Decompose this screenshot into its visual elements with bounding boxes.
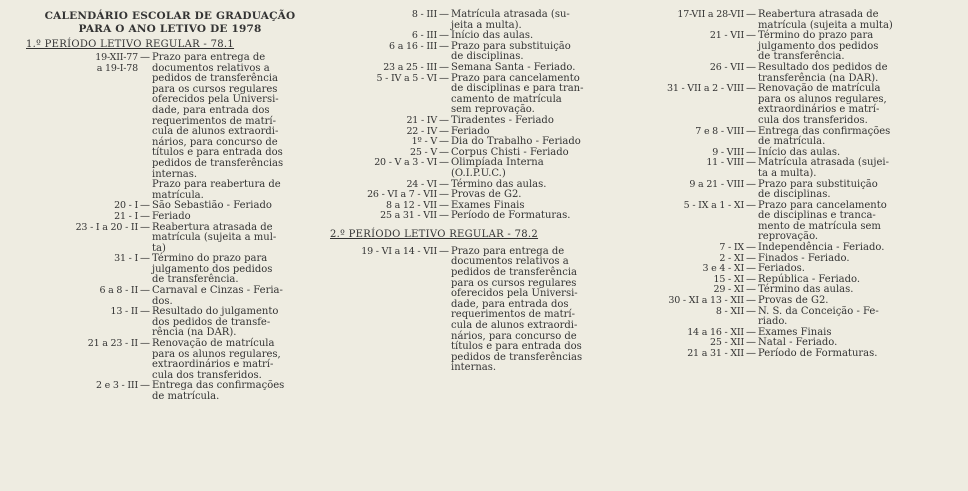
entry-text: Término das aulas. <box>758 284 854 296</box>
calendar-entry <box>330 63 630 74</box>
entry-dash: — <box>746 30 756 42</box>
entry-dash: — <box>140 221 150 233</box>
entry-dash: — <box>439 199 449 211</box>
calendar-entry <box>20 339 320 381</box>
entry-date: 26 - VII <box>709 61 744 73</box>
entry-dash: — <box>439 178 449 190</box>
entry-date: 19-XII-77 a 19-I-78 <box>95 52 138 74</box>
entry-date: 9 - VIII <box>712 146 744 158</box>
entry-text: Prazo para cancelamento de disciplinas e para tran- camento de matrícula sem reprovação. <box>451 72 584 116</box>
calendar-entry <box>640 31 950 63</box>
entry-date: 6 a 16 - III <box>389 40 437 52</box>
entry-text: Resultado do julgamento dos pedidos de transfe- rência (na DAR). <box>152 306 279 339</box>
column-3 <box>640 10 950 360</box>
period-2-title: 2.º PERÍODO LETIVO REGULAR - 78.2 <box>330 228 539 240</box>
entry-text: Renovação de matrícula para os alunos regulares, extraordinários e matrí- cula dos transferidos. <box>758 83 887 126</box>
entry-date: 2 - XI <box>719 252 744 264</box>
entry-dash: — <box>439 210 449 222</box>
entry-dash: — <box>140 200 150 212</box>
entry-date: 7 - IX <box>719 242 744 254</box>
entry-text: Feriados. <box>758 263 805 275</box>
entry-text: Matrícula atrasada (sujei- ta a multa). <box>758 157 890 179</box>
calendar-entry <box>640 84 950 126</box>
entry-date: 21 - VII <box>709 30 744 42</box>
entry-date: 25 - V <box>410 146 437 158</box>
entry-text: Período de Formaturas. <box>758 348 878 359</box>
entry-date: 22 - IV <box>406 125 437 137</box>
entry-dash: — <box>439 40 449 52</box>
entry-dash: — <box>439 189 449 201</box>
entry-dash: — <box>439 61 449 73</box>
entry-date: 30 - XI a 13 - XII <box>668 295 744 307</box>
calendar-entry <box>330 158 630 179</box>
entry-dash: — <box>439 30 449 42</box>
entry-date: 21 - IV <box>406 114 437 126</box>
column-2 <box>330 10 630 374</box>
calendar-entry <box>20 212 320 223</box>
entry-dash: — <box>746 263 756 275</box>
entry-dash: — <box>746 295 756 307</box>
calendar-entry <box>330 247 630 374</box>
calendar-entry <box>640 201 950 243</box>
entry-date: 7 e 8 - VIII <box>695 125 744 137</box>
entry-text: Tiradentes - Feriado <box>451 114 554 126</box>
entry-date: 21 a 23 - II <box>87 338 138 350</box>
entry-dash: — <box>746 83 756 95</box>
entry-dash: — <box>746 337 756 349</box>
entry-date: 25 - XII <box>709 337 744 349</box>
entry-text: Olimpíada Interna (O.I.P.U.C.) <box>451 157 544 179</box>
entry-date: 5 - IX a 1 - XI <box>683 199 744 211</box>
entry-date: 13 - II <box>110 306 138 318</box>
entry-dash: — <box>140 380 150 392</box>
entry-date: 23 - I a 20 - II <box>75 221 138 233</box>
entry-date: 15 - XI <box>713 273 744 285</box>
calendar-entry <box>20 286 320 307</box>
entry-dash: — <box>746 284 756 296</box>
entry-date: 8 - III <box>411 9 437 20</box>
entry-date: 11 - VIII <box>706 157 744 169</box>
document-title-line-1: CALENDÁRIO ESCOLAR DE GRADUAÇÃO <box>44 10 296 22</box>
calendar-entry <box>20 254 320 286</box>
entry-text: Reabertura atrasada de matrícula (sujeita a mul- ta) <box>152 221 277 254</box>
entry-text: Início das aulas. <box>758 146 841 158</box>
entry-text: República - Feriado. <box>758 273 861 285</box>
entry-dash: — <box>746 252 756 264</box>
entry-dash: — <box>140 338 150 350</box>
entry-date: 25 a 31 - VII <box>380 210 437 222</box>
entry-date: 6 a 8 - II <box>99 285 138 297</box>
entry-dash: — <box>746 157 756 169</box>
calendar-entry <box>20 53 320 201</box>
entry-dash: — <box>439 114 449 126</box>
calendar-entry <box>640 349 950 360</box>
entry-text: Carnaval e Cinzas - Feria- dos. <box>152 285 283 307</box>
entry-text: Provas de G2. <box>758 295 829 307</box>
calendar-entry <box>330 116 630 127</box>
entry-text: Entrega das confirmações de matrícula. <box>758 125 891 148</box>
entry-date: 31 - VII a 2 - VIII <box>666 83 744 95</box>
entry-text: Provas de G2. <box>451 189 522 201</box>
entry-date: 17-VII a 28-VII <box>677 9 744 20</box>
entry-dash: — <box>140 253 150 265</box>
entry-text: Independência - Feriado. <box>758 242 885 254</box>
entry-date: 23 a 25 - III <box>383 61 437 73</box>
calendar-entry <box>330 42 630 63</box>
entry-text: Prazo para substituição de disciplinas. <box>451 40 571 63</box>
entry-dash: — <box>439 146 449 158</box>
entry-text: Renovação de matrícula para os alunos regulares, extraordinários e matrí- cula dos transferidos. <box>152 338 281 381</box>
entry-dash: — <box>746 9 756 20</box>
entry-date: 5 - IV a 5 - VI <box>376 72 437 84</box>
entry-date: 1º - V <box>411 136 437 148</box>
period-1-entries <box>20 53 320 403</box>
entry-date: 19 - VI a 14 - VII <box>361 245 437 257</box>
entry-text: Exames Finais <box>451 199 525 211</box>
entry-dash: — <box>746 146 756 158</box>
calendar-entry <box>330 10 630 31</box>
entry-text: Matrícula atrasada (su- jeita a multa). <box>451 9 570 31</box>
entry-dash: — <box>439 125 449 137</box>
entry-dash: — <box>746 348 756 359</box>
entry-text: São Sebastião - Feriado <box>152 200 272 212</box>
entry-dash: — <box>746 326 756 338</box>
period-1-entries-continued <box>330 10 630 222</box>
entry-dash: — <box>746 305 756 317</box>
entry-date: 31 - I <box>114 253 138 265</box>
entry-text: Entrega das confirmações de matrícula. <box>152 380 285 402</box>
document-title-line-2: PARA O ANO LETIVO DE 1978 <box>78 23 262 35</box>
entry-dash: — <box>439 157 449 169</box>
entry-date: 20 - V a 3 - VI <box>374 157 437 169</box>
calendar-entry <box>640 127 950 148</box>
entry-date: 14 a 16 - XII <box>687 326 744 338</box>
entry-text: Reabertura atrasada de matrícula (sujeita a multa) <box>758 9 893 31</box>
entry-dash: — <box>439 72 449 84</box>
entry-text: N. S. da Conceição - Fe- riado. <box>758 305 879 328</box>
entry-text: Dia do Trabalho - Feriado <box>451 136 581 148</box>
entry-date: 21 a 31 - XII <box>687 348 744 359</box>
entry-dash: — <box>439 136 449 148</box>
entry-text: Exames Finais <box>758 326 832 338</box>
calendar-entry <box>20 307 320 339</box>
calendar-entry <box>330 74 630 116</box>
entry-date: 2 e 3 - III <box>95 380 138 392</box>
entry-text: Finados - Feriado. <box>758 252 850 264</box>
entry-text: Feriado <box>451 125 490 137</box>
entry-date: 20 - I <box>114 200 138 212</box>
entry-date: 24 - VI <box>406 178 437 190</box>
entry-text: Término do prazo para julgamento dos pedidos de transferência. <box>152 253 273 286</box>
entry-dash: — <box>746 242 756 254</box>
entry-date: 21 - I <box>114 210 138 222</box>
entry-dash: — <box>746 273 756 285</box>
entry-dash: — <box>746 199 756 211</box>
period-2-entries-continued <box>640 10 950 360</box>
entry-text: Término das aulas. <box>451 178 547 190</box>
entry-date: 26 - VI a 7 - VII <box>367 189 437 201</box>
calendar-entry <box>640 180 950 201</box>
entry-text: Prazo para entrega de documentos relativos a pedidos de transferência para os cursos regulares oferecidos pela Universi- dade, para entrada dos requerimentos de matrí- cula de alunos extraordi- nários, para concurso de títulos e para entrada dos pedidos de transferências internas. Prazo para reabertura de matrícula. <box>152 52 284 201</box>
entry-dash: — <box>439 9 449 20</box>
calendar-entry <box>330 211 630 222</box>
entry-text: Prazo para entrega de documentos relativos a pedidos de transferência para os cursos regulares oferecidos pela Universi- dade, para entrada dos requerimentos de matrí- cula de alunos extraordi- nários, para concurso de títulos e para entrada dos pedidos de transferências internas. <box>451 245 583 374</box>
entry-text: Período de Formaturas. <box>451 210 571 222</box>
calendar-entry <box>640 307 950 328</box>
entry-dash: — <box>746 178 756 190</box>
calendar-entry <box>20 381 320 402</box>
period-2-entries <box>330 247 630 374</box>
entry-dash: — <box>746 61 756 73</box>
entry-date: 8 - XII <box>715 305 744 317</box>
entry-text: Prazo para substituição de disciplinas. <box>758 178 878 201</box>
entry-dash: — <box>746 125 756 137</box>
entry-text: Término do prazo para julgamento dos pedidos de transferência. <box>758 30 879 63</box>
calendar-entry <box>640 10 950 31</box>
period-1-title: 1.º PERÍODO LETIVO REGULAR - 78.1 <box>26 39 235 50</box>
entry-text: Semana Santa - Feriado. <box>451 61 576 73</box>
entry-text: Natal - Feriado. <box>758 337 838 349</box>
calendar-entry <box>20 223 320 255</box>
entry-date: 8 a 12 - VII <box>385 199 437 211</box>
entry-dash: — <box>439 245 449 257</box>
entry-text: Feriado <box>152 210 191 222</box>
entry-dash: — <box>140 210 150 222</box>
calendar-entry <box>640 158 950 179</box>
entry-date: 29 - XI <box>713 284 744 296</box>
entry-dash: — <box>140 52 150 63</box>
entry-date: 3 e 4 - XI <box>702 263 744 275</box>
entry-text: Resultado dos pedidos de transferência (na DAR). <box>758 61 888 84</box>
entry-date: 6 - III <box>411 30 437 42</box>
entry-date: 9 a 21 - VIII <box>689 178 744 190</box>
entry-text: Início das aulas. <box>451 30 534 42</box>
entry-dash: — <box>140 285 150 297</box>
column-1 <box>20 10 320 403</box>
entry-text: Prazo para cancelamento de disciplinas e tranca- mento de matrícula sem reprovação. <box>758 199 887 243</box>
calendar-entry <box>640 63 950 84</box>
entry-text: Corpus Chisti - Feriado <box>451 146 569 158</box>
entry-dash: — <box>140 306 150 318</box>
